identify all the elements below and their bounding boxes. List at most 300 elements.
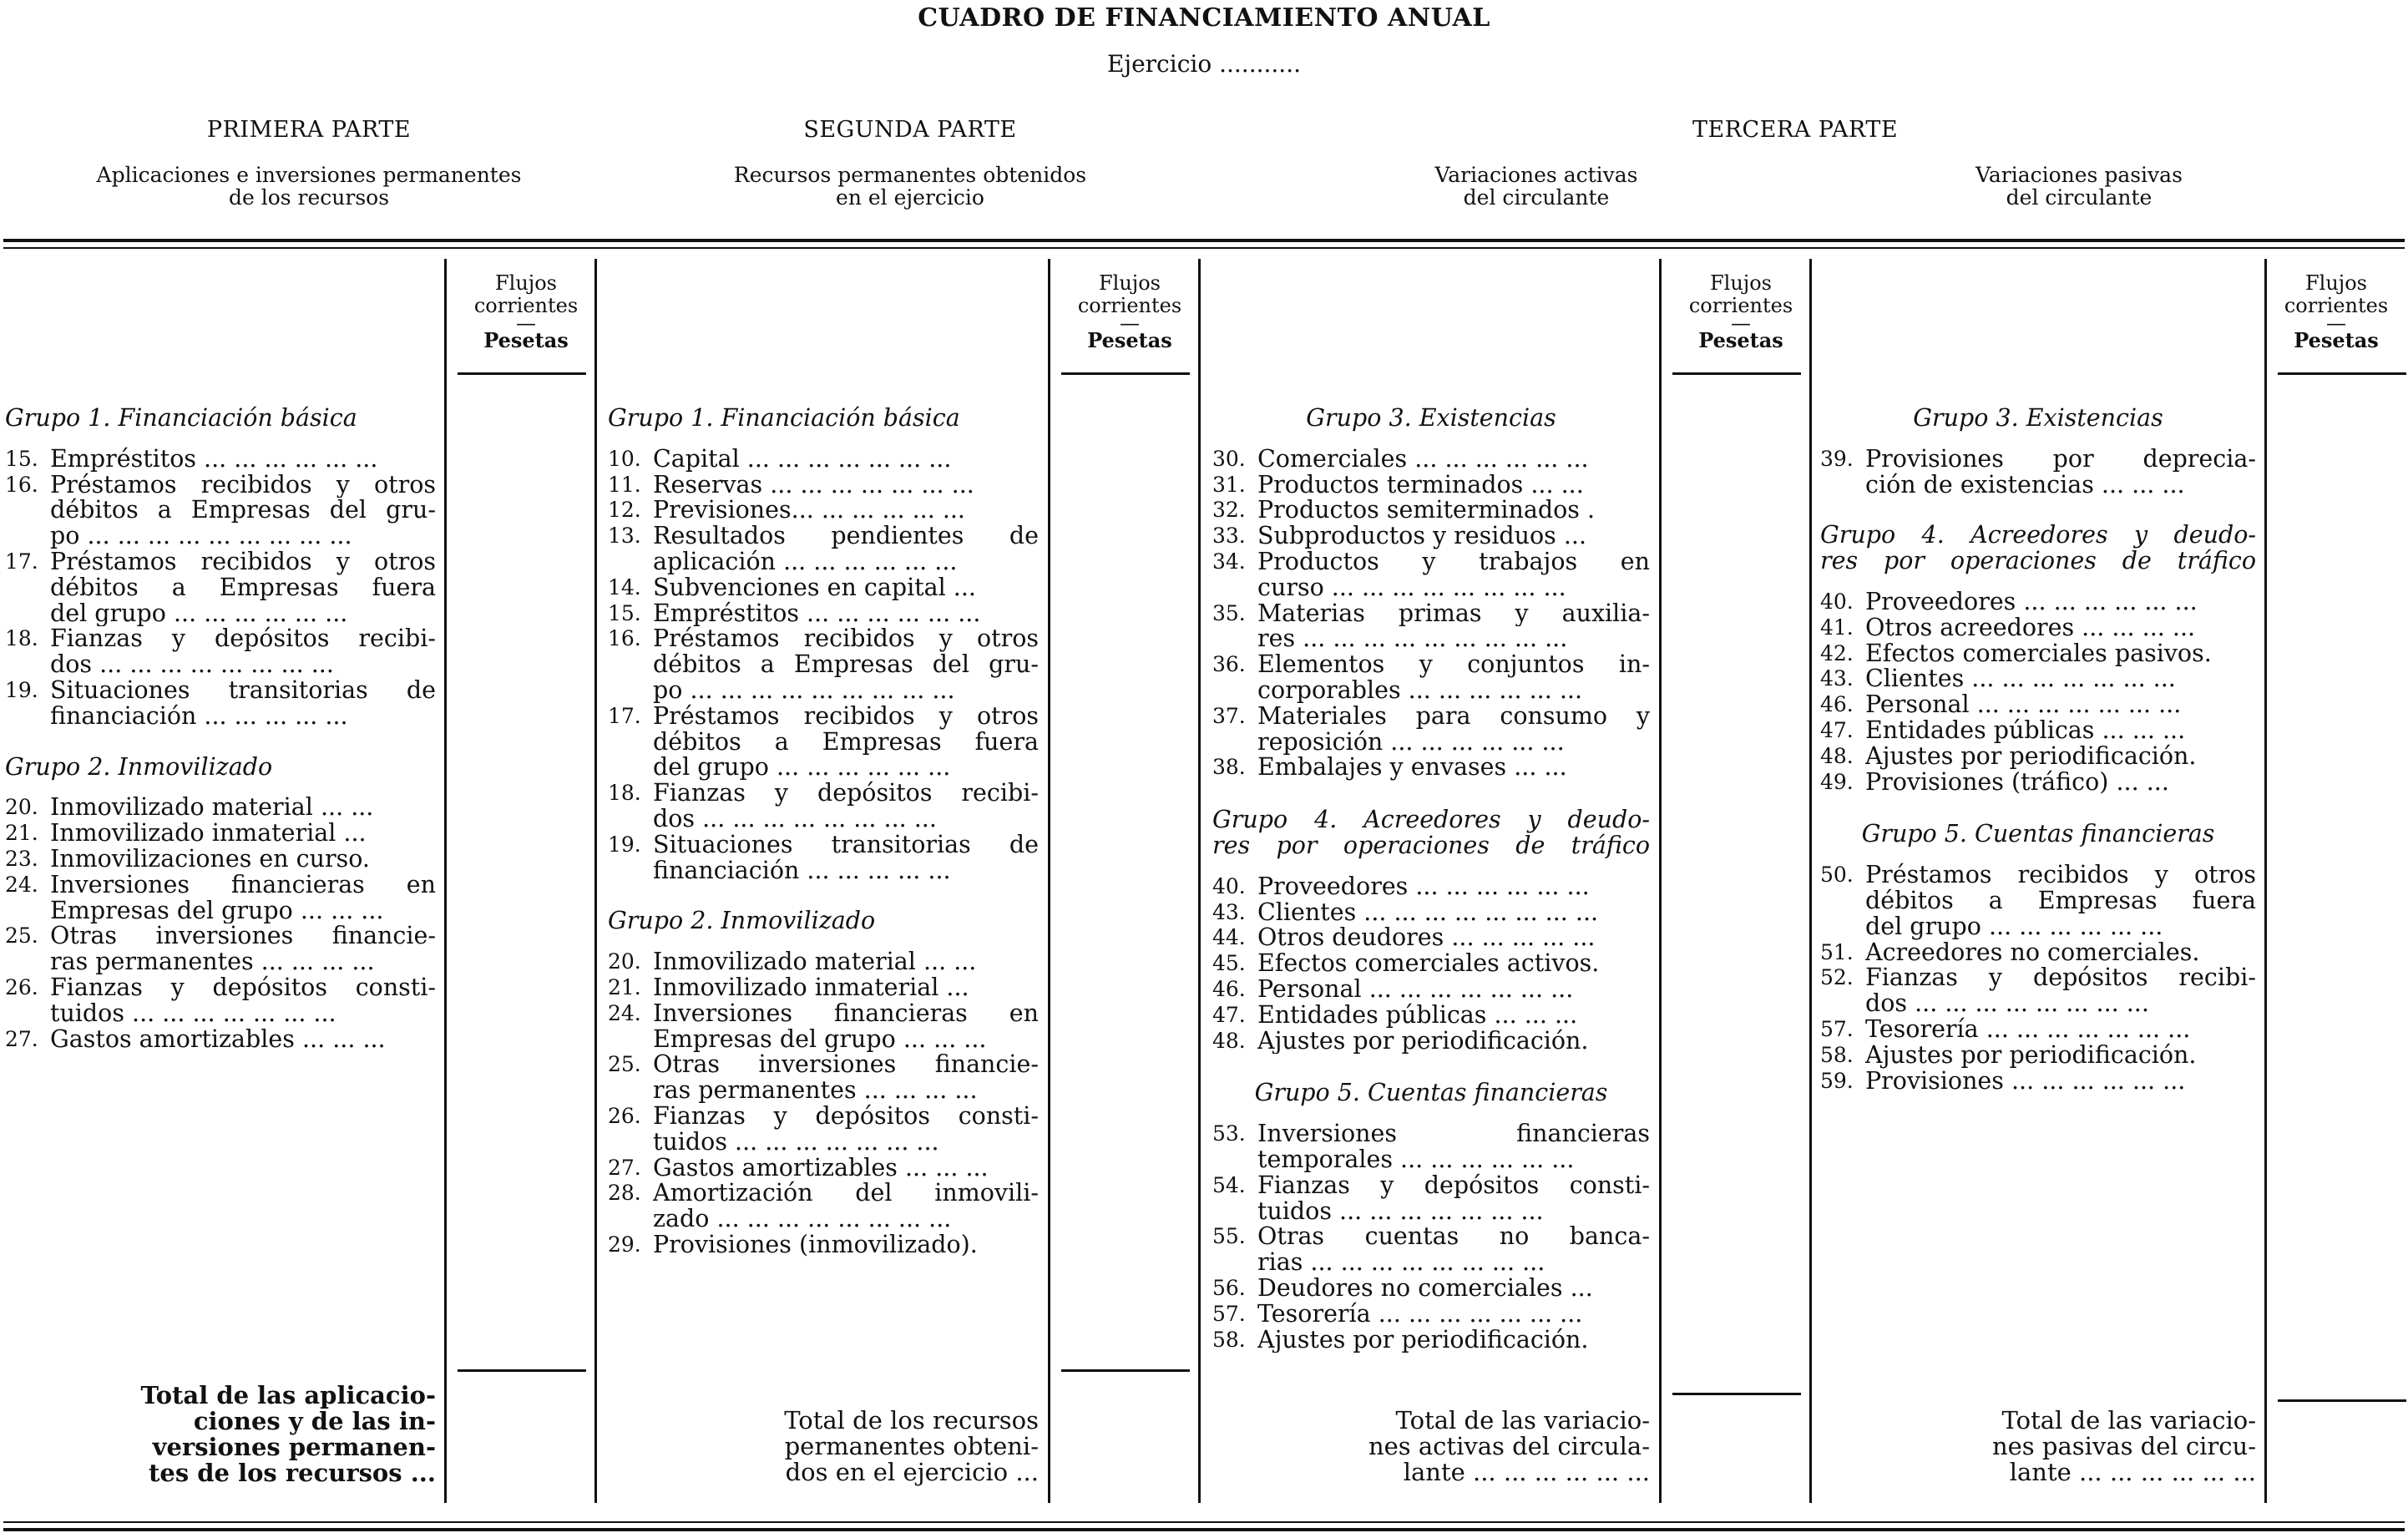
account-label: financiación ... ... ... ... ... xyxy=(653,858,951,884)
account-label: ción de existencias ... ... ... xyxy=(1865,472,2185,498)
account-number: 24. xyxy=(608,1000,641,1025)
dash-separator: — xyxy=(1731,311,1751,335)
account-label: dos ... ... ... ... ... ... ... ... xyxy=(50,652,334,678)
account-number: 44. xyxy=(1212,925,1246,950)
account-line xyxy=(1820,770,2256,796)
account-number: 19. xyxy=(608,832,641,857)
flujos-header xyxy=(2269,272,2403,352)
top-rule xyxy=(3,239,2405,242)
account-label: Situaciones transitorias de xyxy=(50,677,436,704)
account-number: 20. xyxy=(5,795,38,820)
account-label: Proveedores ... ... ... ... ... ... xyxy=(1257,873,1590,900)
account-number: 20. xyxy=(608,949,641,974)
total-line: ciones y de las in- xyxy=(193,1407,436,1435)
account-line xyxy=(608,1027,1039,1053)
group-title: Grupo 2. Inmovilizado xyxy=(5,752,273,781)
group-heading xyxy=(5,406,436,432)
account-label: Provisiones (tráfico) ... ... xyxy=(1865,769,2169,796)
pesetas-underline xyxy=(2278,372,2406,375)
account-label: del grupo ... ... ... ... ... ... xyxy=(653,755,951,782)
account-number xyxy=(1212,730,1257,756)
account-label: Subproductos y residuos ... xyxy=(1257,524,1587,549)
account-line xyxy=(5,652,436,678)
account-line xyxy=(608,755,1039,781)
account-line xyxy=(1212,498,1650,524)
account-label: débitos a Empresas fuera xyxy=(653,729,1039,756)
flujos-label: Flujos xyxy=(1710,271,1772,295)
corrientes-label: corrientes xyxy=(1688,294,1793,317)
account-label: Clientes ... ... ... ... ... ... ... ... xyxy=(1257,899,1599,926)
pesetas-underline xyxy=(458,372,586,375)
account-number: 36. xyxy=(1212,652,1246,677)
account-line xyxy=(608,1181,1039,1207)
account-number: 16. xyxy=(608,626,641,651)
account-label: po ... ... ... ... ... ... ... ... ... xyxy=(50,524,352,549)
account-label: res ... ... ... ... ... ... ... ... ... xyxy=(1257,626,1568,653)
account-label: Materiales para consumo y xyxy=(1257,703,1650,730)
account-line xyxy=(1212,549,1650,575)
pesetas-label: Pesetas xyxy=(483,328,569,352)
account-number: 52. xyxy=(1820,965,1854,990)
total-line: nes activas del circula- xyxy=(1368,1432,1650,1460)
account-number xyxy=(5,704,50,730)
account-line xyxy=(5,898,436,924)
account-number: 25. xyxy=(608,1052,641,1077)
total-line: Total de los recursos xyxy=(784,1406,1039,1434)
account-line xyxy=(1212,900,1650,926)
account-line xyxy=(1212,473,1650,498)
account-label: Reservas ... ... ... ... ... ... ... xyxy=(653,472,974,498)
account-number: 17. xyxy=(5,549,38,574)
group-heading xyxy=(1212,807,1650,859)
account-line xyxy=(1820,666,2256,692)
account-label: Provisiones (inmovilizado). xyxy=(653,1232,978,1258)
total-line: versiones permanen- xyxy=(152,1433,436,1461)
account-label: Proveedores ... ... ... ... ... ... xyxy=(1865,589,2198,615)
account-number: 35. xyxy=(1212,600,1246,625)
account-number xyxy=(5,498,50,524)
group-title: Grupo 2. Inmovilizado xyxy=(608,907,876,935)
account-number xyxy=(1212,1199,1257,1225)
account-line xyxy=(1212,874,1650,900)
subtitle-line: Recursos permanentes obtenidos xyxy=(733,163,1087,187)
account-number: 27. xyxy=(608,1155,641,1180)
account-label: Resultados pendientes de xyxy=(653,524,1039,549)
group-heading xyxy=(1212,406,1650,432)
account-number: 18. xyxy=(5,626,38,651)
account-number: 42. xyxy=(1820,640,1854,665)
account-line xyxy=(5,678,436,704)
account-number: 45. xyxy=(1212,951,1246,976)
account-number: 48. xyxy=(1212,1028,1246,1053)
account-label: débitos a Empresas fuera xyxy=(50,574,436,601)
account-line xyxy=(1820,473,2256,498)
account-label: débitos a Empresas del gru- xyxy=(50,498,436,524)
account-line xyxy=(608,1207,1039,1232)
account-line xyxy=(1820,1069,2256,1095)
account-line xyxy=(1212,447,1650,473)
account-line xyxy=(1820,744,2256,770)
total-line: tes de los recursos ... xyxy=(148,1459,436,1487)
subtitle-variaciones-activas xyxy=(1336,164,1737,209)
account-line xyxy=(1212,1302,1650,1328)
account-label: Productos terminados ... ... xyxy=(1257,472,1584,498)
account-number: 41. xyxy=(1820,615,1854,640)
flujos-label: Flujos xyxy=(2305,271,2367,295)
group-title: Grupo 1. Financiación básica xyxy=(5,404,357,432)
total-recursos xyxy=(701,1408,1039,1485)
account-number: 17. xyxy=(608,703,641,728)
account-line xyxy=(1212,951,1650,977)
account-number: 26. xyxy=(608,1103,641,1128)
pesetas-underline xyxy=(1672,372,1801,375)
account-number: 32. xyxy=(1212,498,1246,523)
account-number xyxy=(608,807,653,832)
account-number: 40. xyxy=(1820,589,1854,614)
account-line xyxy=(5,1027,436,1053)
account-number xyxy=(608,678,653,704)
account-label: Entidades públicas ... ... ... xyxy=(1257,1002,1578,1029)
account-label: Fianzas y depósitos consti- xyxy=(653,1103,1039,1130)
dash-separator: — xyxy=(2326,311,2346,335)
total-rule xyxy=(1672,1393,1801,1395)
account-number: 11. xyxy=(608,472,641,497)
account-line xyxy=(1212,755,1650,781)
account-line xyxy=(5,949,436,975)
account-number: 39. xyxy=(1820,446,1854,471)
account-label: del grupo ... ... ... ... ... ... xyxy=(50,600,348,627)
group-title: Grupo 3. Existencias xyxy=(1913,404,2163,432)
group-title: Grupo 4. Acreedores y deudo- xyxy=(1212,806,1650,834)
account-label: zado ... ... ... ... ... ... ... ... xyxy=(653,1207,952,1232)
account-label: Deudores no comerciales ... xyxy=(1257,1275,1593,1302)
column-divider xyxy=(2264,259,2267,1503)
subtitle-line: Variaciones activas xyxy=(1434,163,1638,187)
account-number: 58. xyxy=(1820,1042,1854,1067)
account-number: 56. xyxy=(1212,1275,1246,1300)
group-title-continued: res por operaciones de tráfico xyxy=(1212,831,1650,859)
account-number xyxy=(608,730,653,756)
account-number: 21. xyxy=(608,974,641,999)
account-label: Acreedores no comerciales. xyxy=(1865,939,2200,966)
account-line xyxy=(1212,678,1650,704)
account-line xyxy=(608,1001,1039,1027)
account-number xyxy=(5,575,50,601)
account-label: Inmovilizado material ... ... xyxy=(50,795,374,822)
account-label: Personal ... ... ... ... ... ... ... xyxy=(1865,692,2182,718)
account-line xyxy=(1212,1328,1650,1353)
account-number: 26. xyxy=(5,974,38,999)
account-line xyxy=(1212,730,1650,756)
total-rule xyxy=(2278,1399,2406,1402)
account-label: Fianzas y depósitos recibi- xyxy=(1865,965,2256,992)
account-line xyxy=(5,549,436,575)
column-divider xyxy=(1048,259,1050,1503)
total-aplicaciones xyxy=(109,1383,436,1486)
ejercicio-line: Ejercicio ........... xyxy=(1106,50,1301,78)
account-number: 29. xyxy=(608,1232,641,1257)
subtitle-line: Variaciones pasivas xyxy=(1975,163,2183,187)
account-number: 49. xyxy=(1820,769,1854,794)
account-line xyxy=(1212,1199,1650,1225)
account-line xyxy=(1820,615,2256,641)
account-line xyxy=(608,626,1039,652)
account-number xyxy=(5,601,50,627)
account-label: Ajustes por periodificación. xyxy=(1865,1042,2197,1069)
account-label: Productos y trabajos en xyxy=(1257,549,1650,575)
account-number: 51. xyxy=(1820,939,1854,964)
account-line xyxy=(5,923,436,949)
account-label: Empréstitos ... ... ... ... ... ... xyxy=(653,600,981,627)
account-label: po ... ... ... ... ... ... ... ... ... xyxy=(653,677,955,704)
account-line xyxy=(1212,1147,1650,1173)
total-variaciones-activas xyxy=(1303,1408,1650,1485)
account-line xyxy=(1212,652,1650,678)
account-line xyxy=(608,524,1039,549)
account-line xyxy=(1820,589,2256,615)
account-line xyxy=(1212,601,1650,627)
flujos-label: Flujos xyxy=(495,271,557,295)
account-line xyxy=(1820,447,2256,473)
flujos-header xyxy=(459,272,593,352)
account-number: 57. xyxy=(1820,1016,1854,1041)
account-line xyxy=(1212,1029,1650,1055)
account-line xyxy=(608,807,1039,832)
group-title: Grupo 3. Existencias xyxy=(1306,404,1556,432)
account-number xyxy=(1212,575,1257,601)
account-label: Ajustes por periodificación. xyxy=(1257,1327,1589,1353)
account-line xyxy=(5,847,436,873)
account-number: 47. xyxy=(1820,717,1854,742)
account-line xyxy=(1820,965,2256,991)
account-number: 19. xyxy=(5,677,38,702)
account-number xyxy=(1820,888,1865,914)
account-line xyxy=(1820,692,2256,718)
account-line xyxy=(5,795,436,821)
account-line xyxy=(608,498,1039,524)
account-label: Entidades públicas ... ... ... xyxy=(1865,717,2186,744)
corrientes-label: corrientes xyxy=(1077,294,1182,317)
column-divider xyxy=(1809,259,1812,1503)
account-line xyxy=(608,832,1039,858)
account-label: Gastos amortizables ... ... ... xyxy=(653,1155,989,1181)
dash-separator: — xyxy=(1120,311,1140,335)
account-number: 10. xyxy=(608,446,641,471)
account-number xyxy=(608,755,653,781)
account-line xyxy=(1820,1017,2256,1043)
account-label: Gastos amortizables ... ... ... xyxy=(50,1026,386,1053)
account-line xyxy=(1212,1250,1650,1276)
column-variaciones-pasivas xyxy=(1820,406,2256,1094)
account-line xyxy=(1820,991,2256,1017)
account-line xyxy=(608,1156,1039,1181)
account-line xyxy=(1212,524,1650,549)
account-number xyxy=(608,858,653,884)
account-number: 59. xyxy=(1820,1068,1854,1093)
group-heading xyxy=(608,908,1039,934)
group-heading xyxy=(5,752,436,781)
account-number: 13. xyxy=(608,524,641,549)
account-line xyxy=(608,1078,1039,1104)
account-number xyxy=(1212,1250,1257,1276)
part-tercera: TERCERA PARTE xyxy=(1692,117,1899,143)
account-label: Inmovilizaciones en curso. xyxy=(50,846,370,873)
account-line xyxy=(5,498,436,524)
bottom-rule-inner xyxy=(3,1521,2405,1523)
total-rule xyxy=(1061,1369,1190,1372)
subtitle-line: del circulante xyxy=(1463,185,1610,210)
bottom-rule xyxy=(3,1528,2405,1531)
account-line xyxy=(608,575,1039,601)
account-number: 47. xyxy=(1212,1002,1246,1027)
total-line: Total de las variacio- xyxy=(2001,1406,2256,1434)
dash-separator: — xyxy=(516,311,536,335)
account-line xyxy=(1212,1276,1650,1302)
account-line xyxy=(608,1104,1039,1130)
account-number: 14. xyxy=(608,574,641,600)
account-number xyxy=(5,1001,50,1027)
account-number: 27. xyxy=(5,1026,38,1051)
total-line: nes pasivas del circu- xyxy=(1991,1432,2256,1460)
account-label: Situaciones transitorias de xyxy=(653,832,1039,858)
account-label: Provisiones ... ... ... ... ... ... xyxy=(1865,1068,2186,1095)
account-number: 57. xyxy=(1212,1301,1246,1326)
account-label: Personal ... ... ... ... ... ... ... xyxy=(1257,976,1574,1003)
account-number: 16. xyxy=(5,472,38,497)
total-line: lante ... ... ... ... ... ... xyxy=(1403,1458,1650,1486)
account-label: dos ... ... ... ... ... ... ... ... xyxy=(1865,991,2149,1017)
account-number: 18. xyxy=(608,781,641,806)
account-number: 53. xyxy=(1212,1121,1246,1146)
account-line xyxy=(1820,641,2256,667)
account-number: 25. xyxy=(5,923,38,949)
flujos-header xyxy=(1674,272,1808,352)
account-line xyxy=(1820,914,2256,940)
account-label: Tesorería ... ... ... ... ... ... ... xyxy=(1257,1301,1583,1328)
pesetas-label: Pesetas xyxy=(2294,328,2379,352)
account-label: débitos a Empresas del gru- xyxy=(653,652,1039,678)
flujos-label: Flujos xyxy=(1099,271,1161,295)
account-number: 28. xyxy=(608,1181,641,1206)
total-line: permanentes obteni- xyxy=(784,1432,1039,1460)
column-divider xyxy=(594,259,597,1503)
account-number xyxy=(1212,1147,1257,1173)
pesetas-underline xyxy=(1061,372,1190,375)
account-line xyxy=(608,781,1039,807)
account-label: Otros deudores ... ... ... ... ... xyxy=(1257,925,1596,952)
account-label: Ajustes por periodificación. xyxy=(1865,743,2197,770)
account-number: 37. xyxy=(1212,703,1246,728)
account-line xyxy=(608,975,1039,1001)
account-label: Otros acreedores ... ... ... ... xyxy=(1865,615,2196,641)
account-label: Clientes ... ... ... ... ... ... ... xyxy=(1865,666,2176,693)
account-line xyxy=(1212,1224,1650,1250)
account-line xyxy=(608,1232,1039,1258)
account-line xyxy=(1212,626,1650,652)
account-number xyxy=(1212,678,1257,704)
account-label: tuidos ... ... ... ... ... ... ... xyxy=(50,1000,336,1027)
account-number xyxy=(5,524,50,549)
account-label: Otras inversiones financie- xyxy=(653,1052,1039,1079)
account-line xyxy=(1820,863,2256,888)
corrientes-label: corrientes xyxy=(2284,294,2389,317)
account-line xyxy=(1820,888,2256,914)
account-label: Inmovilizado material ... ... xyxy=(653,949,977,975)
account-label: aplicación ... ... ... ... ... ... xyxy=(653,549,958,575)
group-title: Grupo 5. Cuentas financieras xyxy=(1861,820,2215,848)
account-label: Empresas del grupo ... ... ... xyxy=(653,1026,987,1053)
account-line xyxy=(5,1001,436,1027)
account-line xyxy=(608,678,1039,704)
total-line: dos en el ejercicio ... xyxy=(785,1458,1039,1486)
account-line xyxy=(5,704,436,730)
pesetas-label: Pesetas xyxy=(1087,328,1172,352)
account-number xyxy=(608,1207,653,1232)
account-label: Previsiones... ... ... ... ... ... xyxy=(653,498,965,524)
account-label: corporables ... ... ... ... ... ... xyxy=(1257,677,1583,704)
part-segunda: SEGUNDA PARTE xyxy=(803,117,1017,143)
total-rule xyxy=(458,1369,586,1372)
account-label: rias ... ... ... ... ... ... ... ... xyxy=(1257,1250,1545,1276)
account-number xyxy=(608,1027,653,1053)
account-line xyxy=(5,575,436,601)
account-line xyxy=(1212,977,1650,1003)
group-title-continued: res por operaciones de tráfico xyxy=(1820,547,2256,575)
account-number: 31. xyxy=(1212,472,1246,497)
account-label: Empréstitos ... ... ... ... ... ... xyxy=(50,446,378,473)
subtitle-variaciones-pasivas xyxy=(1879,164,2279,209)
group-heading xyxy=(1820,523,2256,574)
account-line xyxy=(608,601,1039,627)
account-label: Inmovilizado inmaterial ... xyxy=(50,821,367,847)
account-number: 24. xyxy=(5,872,38,897)
account-number xyxy=(608,1078,653,1104)
total-line: Total de las aplicacio- xyxy=(140,1381,436,1409)
account-number: 38. xyxy=(1212,755,1246,780)
account-number: 33. xyxy=(1212,524,1246,549)
account-label: temporales ... ... ... ... ... ... xyxy=(1257,1146,1575,1173)
account-number: 40. xyxy=(1212,873,1246,898)
account-label: Préstamos recibidos y otros xyxy=(50,549,436,575)
account-line xyxy=(608,858,1039,884)
account-number: 43. xyxy=(1820,666,1854,691)
subtitle-line: de los recursos xyxy=(228,185,390,210)
account-label: Fianzas y depósitos recibi- xyxy=(50,626,436,653)
account-label: Elementos y conjuntos in- xyxy=(1257,652,1650,678)
column-variaciones-activas xyxy=(1212,406,1650,1353)
account-number: 43. xyxy=(1212,899,1246,924)
group-heading xyxy=(608,406,1039,432)
account-label: Fianzas y depósitos consti- xyxy=(50,974,436,1001)
account-label: Inversiones financieras xyxy=(1257,1121,1650,1147)
account-label: Comerciales ... ... ... ... ... ... xyxy=(1257,446,1589,473)
total-line: Total de las variacio- xyxy=(1395,1406,1650,1434)
account-label: Productos semiterminados . xyxy=(1257,498,1596,524)
account-number: 15. xyxy=(608,600,641,625)
account-number xyxy=(1820,991,1865,1017)
account-number: 50. xyxy=(1820,863,1854,888)
subtitle-line: en el ejercicio xyxy=(836,185,984,210)
corrientes-label: corrientes xyxy=(473,294,579,317)
account-line xyxy=(1212,1003,1650,1029)
group-heading xyxy=(1212,1080,1650,1106)
group-title: Grupo 4. Acreedores y deudo- xyxy=(1820,521,2256,549)
account-number xyxy=(608,549,653,575)
account-label: tuidos ... ... ... ... ... ... ... xyxy=(653,1129,939,1156)
group-heading xyxy=(1820,406,2256,432)
account-number xyxy=(1820,914,1865,940)
account-line xyxy=(5,873,436,898)
